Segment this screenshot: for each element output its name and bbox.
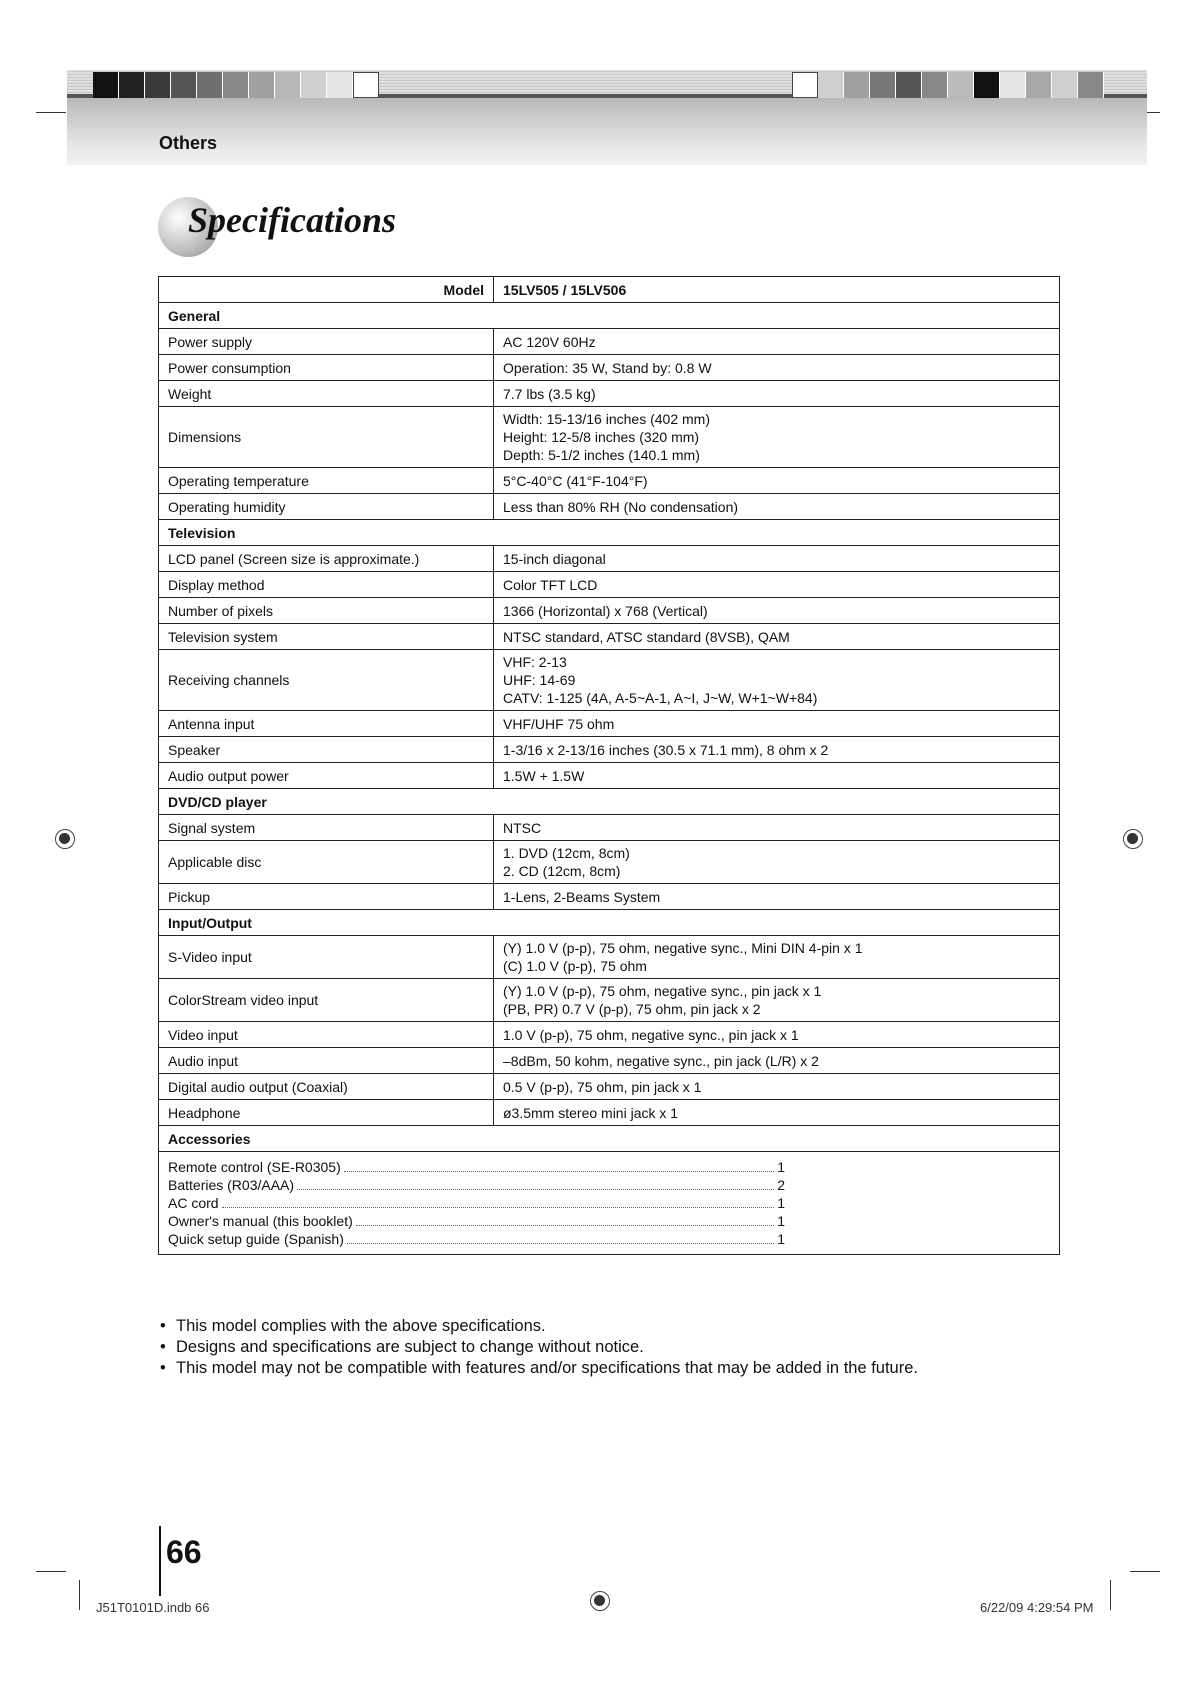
section-heading: General [159, 303, 1060, 329]
bullet-icon: • [160, 1338, 166, 1356]
spec-value [494, 979, 1060, 1022]
spec-value [494, 1100, 1060, 1126]
leader-dots [297, 1189, 774, 1190]
spec-row [159, 979, 1060, 1022]
spec-value [494, 572, 1060, 598]
spec-value [494, 598, 1060, 624]
accessory-item [168, 1158, 785, 1176]
spec-value-line: Operation: 35 W, Stand by: 0.8 W [503, 359, 712, 376]
color-bar-left [93, 72, 379, 98]
leader-dots [344, 1171, 774, 1172]
spec-value [494, 884, 1060, 910]
spec-row [159, 815, 1060, 841]
note-text: This model may not be compatible with features and/or specifications that may be added in the future. [176, 1359, 918, 1377]
leader-dots [222, 1207, 775, 1208]
spec-row [159, 468, 1060, 494]
color-bar-right [792, 72, 1104, 98]
spec-label: Receiving channels [159, 650, 494, 711]
spec-value-line: UHF: 14-69 [503, 672, 576, 688]
spec-value-line: –8dBm, 50 kohm, negative sync., pin jack (L/R) x 2 [503, 1052, 819, 1069]
spec-value [494, 815, 1060, 841]
spec-value-line: Width: 15-13/16 inches (402 mm) [503, 411, 710, 427]
section-heading: Input/Output [159, 910, 1060, 936]
spec-label: Speaker [159, 737, 494, 763]
note-item [160, 1316, 918, 1337]
accessory-quantity: 1 [777, 1213, 785, 1229]
bullet-icon: • [160, 1317, 166, 1335]
accessory-item [168, 1212, 785, 1230]
spec-label: Television system [159, 624, 494, 650]
registration-mark-icon [55, 829, 75, 849]
spec-value-line: 1-3/16 x 2-13/16 inches (30.5 x 71.1 mm), 8 ohm x 2 [503, 741, 829, 758]
section-row [159, 303, 1060, 329]
note-item [160, 1337, 918, 1358]
accessory-quantity: 1 [777, 1231, 785, 1247]
spec-value-line: 1.5W + 1.5W [503, 767, 585, 784]
accessory-quantity: 1 [777, 1159, 785, 1175]
spec-row [159, 841, 1060, 884]
header-shade [67, 98, 1147, 165]
registration-mark-icon [590, 1591, 610, 1611]
spec-label: Signal system [159, 815, 494, 841]
spec-label: Operating humidity [159, 494, 494, 520]
crop-mark [36, 112, 66, 113]
spec-value-line: AC 120V 60Hz [503, 333, 596, 350]
page-number: 66 [166, 1534, 202, 1570]
spec-label: Pickup [159, 884, 494, 910]
spec-value [494, 1022, 1060, 1048]
spec-row [159, 650, 1060, 711]
accessory-name: Remote control (SE-R0305) [168, 1159, 341, 1175]
spec-value-line: Less than 80% RH (No condensation) [503, 498, 739, 515]
spec-value-line: (Y) 1.0 V (p-p), 75 ohm, negative sync., Mini DIN 4-pin x 1 [503, 940, 863, 956]
accessory-name: Owner's manual (this booklet) [168, 1213, 353, 1229]
spec-value [494, 329, 1060, 355]
bullet-icon: • [160, 1359, 166, 1377]
spec-value [494, 763, 1060, 789]
footer-file: J51T0101D.indb 66 [96, 1600, 210, 1615]
accessory-item [168, 1176, 785, 1194]
spec-value-line: NTSC standard, ATSC standard (8VSB), QAM [503, 628, 790, 645]
spec-value [494, 650, 1060, 711]
spec-value [494, 1048, 1060, 1074]
spec-row [159, 546, 1060, 572]
spec-value [494, 711, 1060, 737]
spec-row [159, 1074, 1060, 1100]
model-label: Model [159, 277, 494, 303]
spec-value [494, 841, 1060, 884]
spec-value-line: 15-inch diagonal [503, 550, 606, 567]
spec-value-line: Height: 12-5/8 inches (320 mm) [503, 429, 700, 445]
crop-mark [79, 1580, 80, 1610]
spec-label: LCD panel (Screen size is approximate.) [159, 546, 494, 572]
accessory-item [168, 1194, 785, 1212]
header-band [67, 70, 1147, 165]
spec-value-line: VHF: 2-13 [503, 654, 567, 670]
section-row [159, 910, 1060, 936]
spec-value-line: (C) 1.0 V (p-p), 75 ohm [503, 958, 647, 974]
spec-row [159, 1048, 1060, 1074]
spec-row [159, 711, 1060, 737]
spec-label: Weight [159, 381, 494, 407]
spec-row [159, 381, 1060, 407]
section-header: Others [159, 133, 218, 153]
spec-row [159, 763, 1060, 789]
spec-value [494, 355, 1060, 381]
spec-value [494, 1074, 1060, 1100]
spec-value-line: 5°C-40°C (41°F-104°F) [503, 472, 648, 489]
spec-value-line: CATV: 1-125 (4A, A-5~A-1, A~I, J~W, W+1~W+84) [503, 690, 818, 706]
spec-value-line: 1. DVD (12cm, 8cm) [503, 845, 630, 861]
model-value: 15LV505 / 15LV506 [494, 277, 1060, 303]
spec-label: Audio input [159, 1048, 494, 1074]
spec-row [159, 1022, 1060, 1048]
note-text: Designs and specifications are subject to change without notice. [176, 1338, 644, 1356]
spec-label: Operating temperature [159, 468, 494, 494]
notes-list [160, 1316, 918, 1379]
spec-label: Power consumption [159, 355, 494, 381]
crop-mark [1110, 1580, 1111, 1610]
spec-value-line: 1366 (Horizontal) x 768 (Vertical) [503, 602, 708, 619]
spec-value [494, 381, 1060, 407]
accessory-quantity: 2 [777, 1177, 785, 1193]
spec-label: Applicable disc [159, 841, 494, 884]
spec-value-line: Color TFT LCD [503, 576, 598, 593]
spec-value-line: (Y) 1.0 V (p-p), 75 ohm, negative sync., pin jack x 1 [503, 983, 822, 999]
spec-value [494, 624, 1060, 650]
spec-row [159, 884, 1060, 910]
footer-timestamp: 6/22/09 4:29:54 PM [980, 1600, 1094, 1615]
section-heading: Television [159, 520, 1060, 546]
section-heading: Accessories [159, 1126, 1060, 1152]
spec-value-line: 2. CD (12cm, 8cm) [503, 863, 621, 879]
accessories-row [159, 1152, 1060, 1255]
spec-value-line: VHF/UHF 75 ohm [503, 715, 615, 732]
spec-value [494, 737, 1060, 763]
section-heading: DVD/CD player [159, 789, 1060, 815]
leader-dots [356, 1225, 774, 1226]
spec-label: Digital audio output (Coaxial) [159, 1074, 494, 1100]
spec-value-line: 0.5 V (p-p), 75 ohm, pin jack x 1 [503, 1078, 702, 1095]
spec-row [159, 494, 1060, 520]
accessory-name: Batteries (R03/AAA) [168, 1177, 295, 1193]
spec-row [159, 936, 1060, 979]
accessory-name: Quick setup guide (Spanish) [168, 1231, 344, 1247]
spec-row [159, 355, 1060, 381]
accessory-name: AC cord [168, 1195, 219, 1211]
note-item [160, 1358, 918, 1379]
spec-row [159, 624, 1060, 650]
spec-label: Display method [159, 572, 494, 598]
spec-value-line: NTSC [503, 819, 542, 836]
section-row [159, 520, 1060, 546]
spec-value-line: Depth: 5-1/2 inches (140.1 mm) [503, 447, 700, 463]
spec-value-line: (PB, PR) 0.7 V (p-p), 75 ohm, pin jack x 2 [503, 1001, 761, 1017]
spec-label: Headphone [159, 1100, 494, 1126]
spec-value [494, 494, 1060, 520]
leader-dots [347, 1243, 774, 1244]
spec-row [159, 329, 1060, 355]
spec-label: Antenna input [159, 711, 494, 737]
spec-row [159, 572, 1060, 598]
accessory-item [168, 1230, 785, 1248]
spec-value-line: ø3.5mm stereo mini jack x 1 [503, 1104, 679, 1121]
accessory-quantity: 1 [777, 1195, 785, 1211]
page-title-text: Specifications [188, 200, 396, 240]
specifications-table [158, 276, 1060, 1255]
spec-label: Video input [159, 1022, 494, 1048]
crop-mark [1130, 1571, 1160, 1572]
spec-row [159, 407, 1060, 468]
registration-mark-icon [1123, 829, 1143, 849]
spec-value-line: 7.7 lbs (3.5 kg) [503, 385, 596, 402]
spec-value-line: 1.0 V (p-p), 75 ohm, negative sync., pin jack x 1 [503, 1026, 799, 1043]
spec-row [159, 1100, 1060, 1126]
note-text: This model complies with the above specifications. [176, 1317, 546, 1335]
spec-value [494, 407, 1060, 468]
spec-value-line: 1-Lens, 2-Beams System [503, 888, 661, 905]
spec-row [159, 598, 1060, 624]
spec-value [494, 468, 1060, 494]
spec-value [494, 936, 1060, 979]
spec-label: Number of pixels [159, 598, 494, 624]
section-row [159, 1126, 1060, 1152]
crop-mark [36, 1571, 66, 1572]
spec-label: ColorStream video input [159, 979, 494, 1022]
page-number-rule [159, 1526, 161, 1596]
section-row [159, 789, 1060, 815]
spec-value [494, 546, 1060, 572]
spec-label: Audio output power [159, 763, 494, 789]
spec-label: Power supply [159, 329, 494, 355]
spec-label: Dimensions [159, 407, 494, 468]
spec-row [159, 737, 1060, 763]
accessories-list [159, 1152, 1060, 1255]
spec-label: S-Video input [159, 936, 494, 979]
model-row [159, 277, 1060, 303]
